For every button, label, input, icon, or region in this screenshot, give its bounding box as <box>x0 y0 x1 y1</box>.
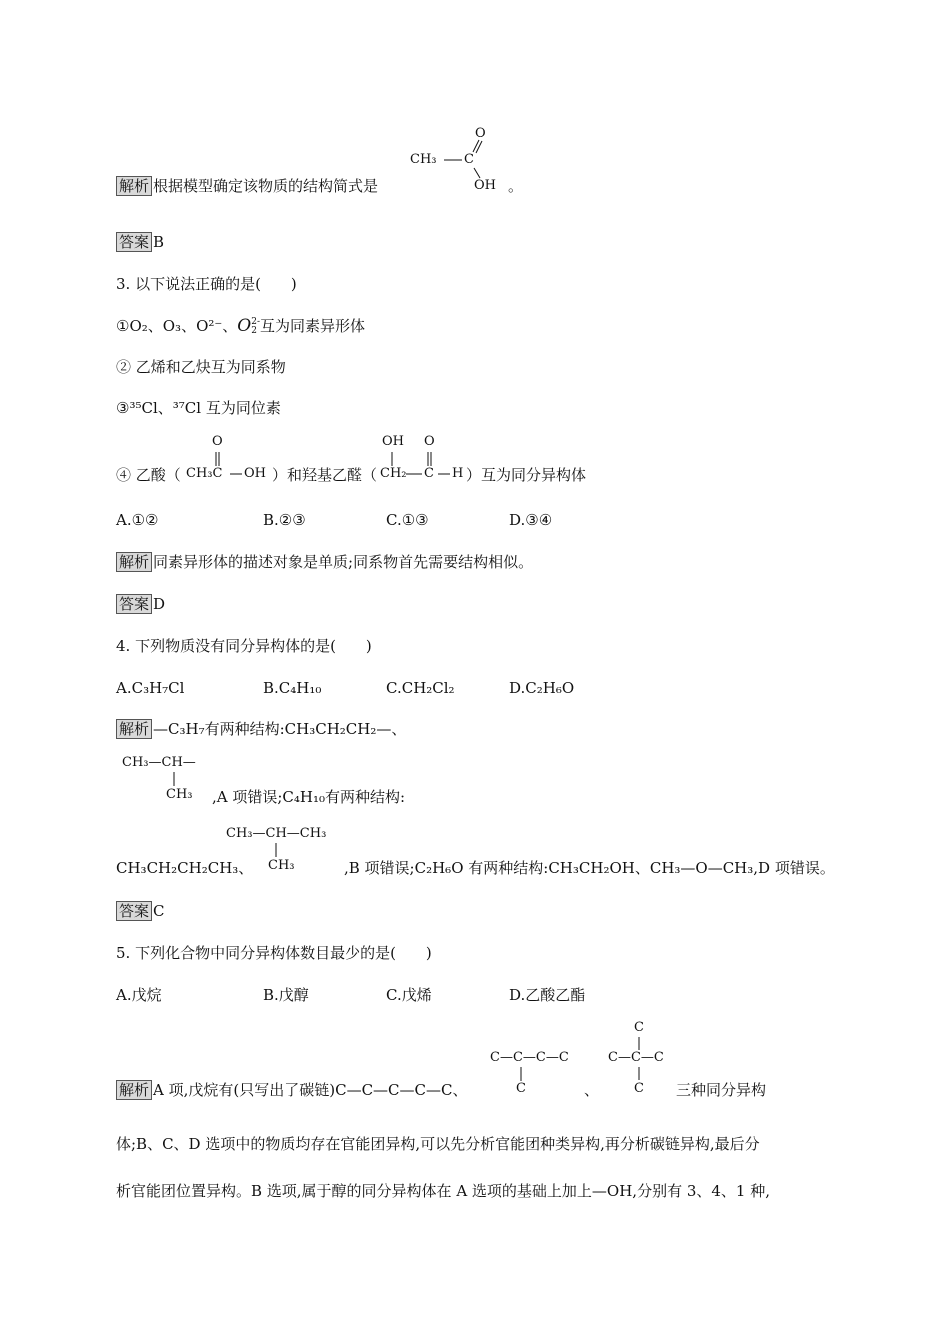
q4-analysis-1: —C₃H₇有两种结构:CH₃CH₂CH₂—、 <box>153 720 407 738</box>
q3-s1-o2-sub: 2 <box>251 326 257 336</box>
isopropyl-top: CH₃—CH— <box>122 755 196 770</box>
answer-tag: 答案 <box>116 594 152 614</box>
isopropyl-bottom: CH₃ <box>166 787 193 802</box>
isobutane-top: CH₃—CH—CH₃ <box>226 826 327 841</box>
q3-s4-a: ④ 乙酸（ <box>116 466 181 484</box>
q3-statement-1 <box>116 316 365 336</box>
methylbutane-chain <box>490 1050 580 1100</box>
q5-option-d: D.乙酸乙酯 <box>509 986 586 1004</box>
q2-answer: B <box>153 233 165 251</box>
q3-option-d: D.③④ <box>509 511 553 529</box>
q2-analysis-end: 。 <box>508 177 524 195</box>
analysis-tag: 解析 <box>116 176 152 196</box>
methylbutane-bottom: C <box>516 1081 526 1096</box>
q5-option-a: A.戊烷 <box>116 986 162 1004</box>
q4-analysis-line-1 <box>116 719 406 739</box>
q3-s4-c: ）互为同分异构体 <box>466 466 587 484</box>
q3-gly-h: H <box>452 466 464 481</box>
q3-acetic-ch3c: CH₃C <box>186 466 223 481</box>
q3-answer-line <box>116 594 165 614</box>
q5-analysis-1: A 项,戊烷有(只写出了碳链)C—C—C—C—C、 <box>153 1081 468 1099</box>
q3-analysis-line <box>116 552 533 572</box>
answer-tag: 答案 <box>116 901 152 921</box>
acetic-oh: OH <box>474 178 496 193</box>
q5-analysis-2: 三种同分异构 <box>676 1081 767 1099</box>
q3-s1-o2-sup: 2- <box>251 317 261 327</box>
q4-analysis-3b: ,B 项错误;C₂H₆O 有两种结构:CH₃CH₂OH、CH₃—O—CH₃,D 项错误。 <box>344 859 835 877</box>
analysis-tag: 解析 <box>116 719 152 739</box>
q2-analysis-line <box>116 176 378 196</box>
q5-separator: 、 <box>584 1081 600 1099</box>
q4-stem: 4. 下列物质没有同分异构体的是( ) <box>116 637 372 655</box>
analysis-tag: 解析 <box>116 1080 152 1100</box>
q4-answer: C <box>153 902 165 920</box>
acetic-acid-structure <box>410 126 510 196</box>
q5-paragraph-3: 析官能团位置异构。B 选项,属于醇的同分异构体在 A 选项的基础上加上—OH,分别有 3、4、1 种, <box>116 1182 771 1200</box>
q3-s4-b: ）和羟基乙醛（ <box>272 466 378 484</box>
q2-analysis-text: 根据模型确定该物质的结构简式是 <box>153 177 379 195</box>
isobutane-bottom: CH₃ <box>268 858 295 873</box>
acetic-o: O <box>475 126 486 141</box>
isopropyl-structure <box>122 755 212 805</box>
q4-analysis-2: ,A 项错误;C₄H₁₀有两种结构: <box>212 788 406 806</box>
q3-option-a: A.①② <box>116 511 159 529</box>
q3-answer: D <box>153 595 166 613</box>
q2-answer-line <box>116 232 164 252</box>
q5-analysis-line-1 <box>116 1080 467 1100</box>
q3-option-c: C.①③ <box>386 511 429 529</box>
q3-statement-3: ③³⁵Cl、³⁷Cl 互为同位素 <box>116 399 281 417</box>
q4-analysis-3a: CH₃CH₂CH₂CH₃、 <box>116 859 254 877</box>
q4-option-a: A.C₃H₇Cl <box>116 679 185 697</box>
q3-acetic-o: O <box>212 434 223 449</box>
q5-paragraph-2: 体;B、C、D 选项中的物质均存在官能团异构,可以先分析官能团种类异构,再分析碳链异构,最后分 <box>116 1135 760 1153</box>
q3-statement-2: ② 乙烯和乙炔互为同系物 <box>116 358 286 376</box>
q3-s1-o2: O <box>237 316 252 336</box>
q3-gly-o: O <box>424 434 435 449</box>
q5-stem: 5. 下列化合物中同分异构体数目最少的是( ) <box>116 944 432 962</box>
methylbutane-top: C—C—C—C <box>490 1050 569 1065</box>
answer-tag: 答案 <box>116 232 152 252</box>
dimethylpropane-mid: C—C—C <box>608 1050 664 1065</box>
q4-answer-line <box>116 901 165 921</box>
acetic-ch3: CH₃ <box>410 152 437 167</box>
dimethylpropane-top: C <box>634 1020 644 1035</box>
q3-s1-tail: 互为同素异形体 <box>260 317 366 335</box>
q4-option-c: C.CH₂Cl₂ <box>386 679 455 697</box>
q3-stem: 3. 以下说法正确的是( ) <box>116 275 297 293</box>
acetic-c: C <box>464 152 474 167</box>
q3-glycolaldehyde-structure <box>378 434 468 486</box>
q3-gly-c: C <box>424 466 434 481</box>
q3-gly-ch2: CH₂ <box>380 466 407 481</box>
q3-acetic-structure <box>186 434 276 486</box>
q3-analysis: 同素异形体的描述对象是单质;同系物首先需要结构相似。 <box>153 553 534 571</box>
dimethylpropane-chain <box>608 1020 678 1100</box>
q3-s1-text: ①O₂、O₃、O²⁻、 <box>116 317 238 335</box>
q4-option-b: B.C₄H₁₀ <box>263 679 322 697</box>
q5-option-b: B.戊醇 <box>263 986 309 1004</box>
q3-gly-oh: OH <box>382 434 404 449</box>
analysis-tag: 解析 <box>116 552 152 572</box>
q5-option-c: C.戊烯 <box>386 986 432 1004</box>
dimethylpropane-bottom: C <box>634 1081 644 1096</box>
q3-option-b: B.②③ <box>263 511 306 529</box>
q4-option-d: D.C₂H₆O <box>509 679 575 697</box>
q3-acetic-oh: OH <box>244 466 266 481</box>
